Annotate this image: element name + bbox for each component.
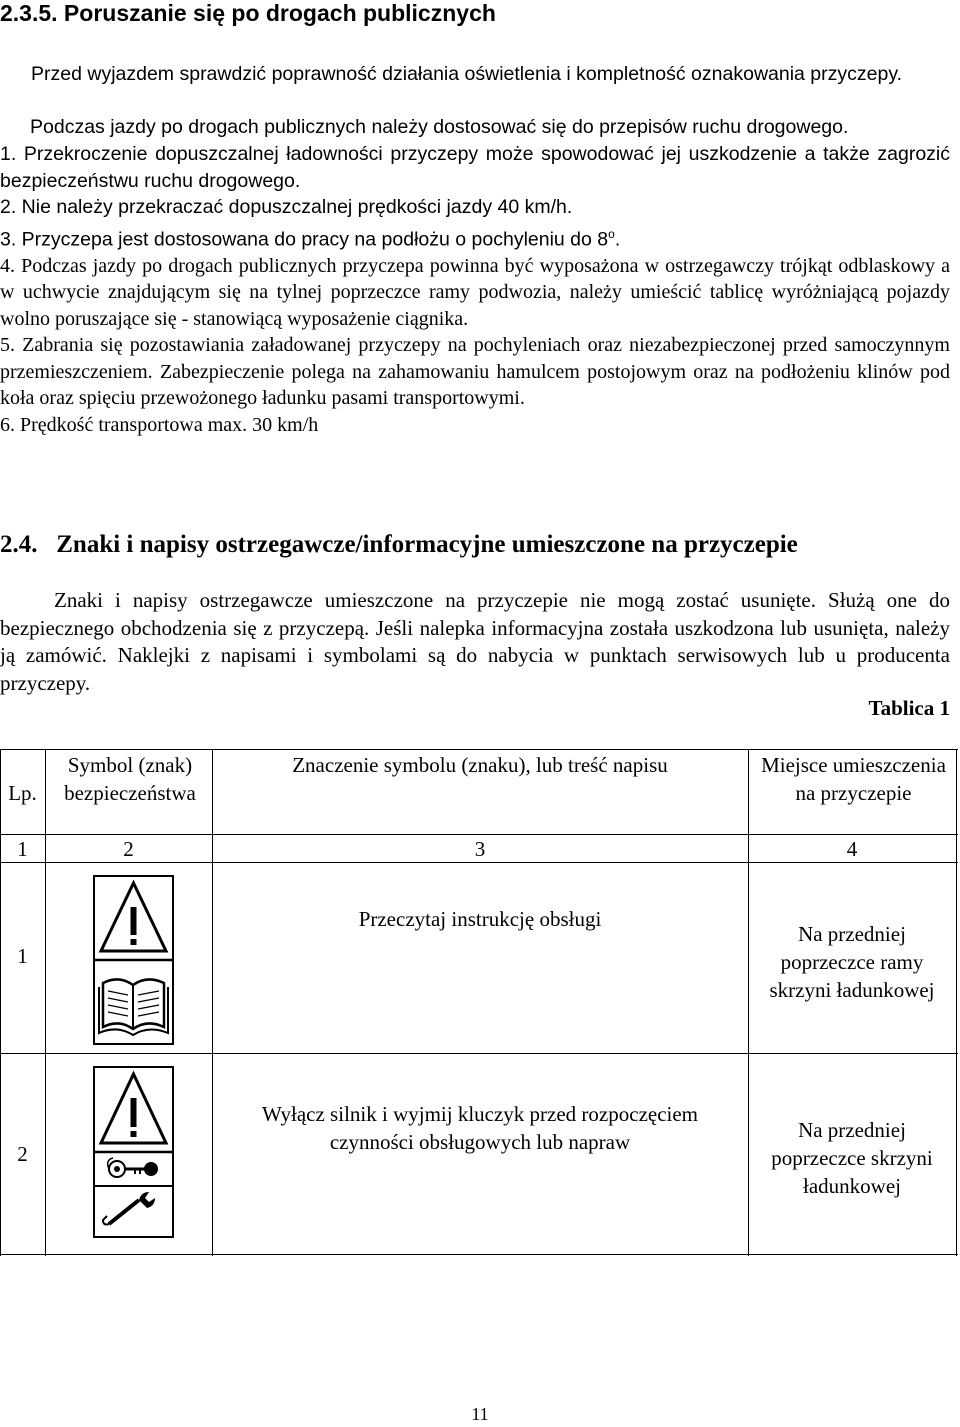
row-place: Na przedniej poprzeczce skrzyni ładunkowej: [771, 1118, 933, 1198]
list-item: 4. Podczas jazdy po drogach publicznych przyczepa powinna być wyposażona w ostrzegawczy trójkąt odblaskowy a w uchwycie znajdującym się na tylnej poprzeczce ramy podwozia, należy umieścić tablicę wyróżniającą pojazdy wolno poruszające się - stanowiącą wyposażenie ciągnika.: [0, 254, 950, 330]
column-number: 1: [17, 837, 28, 861]
page-number: 11: [471, 1404, 489, 1424]
section-heading-2: 2.4. Znaki i napisy ostrzegawcze/informacyjne umieszczone na przyczepie: [0, 531, 798, 558]
list-item: 1. Przekroczenie dopuszczalnej ładowności przyczepy może spowodować jej uszkodzenie a także zagrozić bezpieczeństwu ruchu drogowego.: [0, 143, 950, 192]
column-number: 4: [846, 837, 858, 861]
list-item-end: .: [614, 228, 621, 250]
open-book-icon: [99, 979, 168, 1035]
row-place: Na przedniej poprzeczce ramy skrzyni ładunkowej: [769, 922, 935, 1002]
list-item-text: 3. Przyczepa jest dostosowana do pracy na podłożu o pochyleniu do 8: [0, 228, 609, 250]
warning-paragraph: Znaki i napisy ostrzegawcze umieszczone na przyczepie nie mogą zostać usunięte. Służą one do bezpiecznego obchodzenia się z przyczepą. Jeśli nalepka informacyjna została uszkodzona lub usunięta, należy ją zamówić. Naklejki z napisami i symbolami są do nabycia w punktach serwisowych lub u producenta przyczepy.: [0, 588, 950, 695]
signs-table: [0, 749, 958, 1256]
column-number: 2: [123, 837, 134, 861]
header-lp: Lp.: [8, 781, 37, 805]
table-divider: [212, 749, 213, 1256]
header-place: Miejsce umieszczenia na przyczepie: [761, 753, 946, 805]
intro-paragraph: [0, 61, 950, 88]
table-border-left: [0, 749, 1, 1256]
row-meaning: Przeczytaj instrukcję obsługi: [358, 907, 602, 931]
safety-sign-read-manual: [93, 875, 174, 1045]
table-border-top: [0, 749, 958, 750]
wrench-icon: [103, 1192, 155, 1225]
list-item: [0, 221, 950, 253]
rules-list: [0, 141, 950, 438]
intro-line-2: Podczas jazdy po drogach publicznych należy dostosować się do przepisów ruchu drogowego.: [30, 116, 849, 138]
header-meaning: Znaczenie symbolu (znaku), lub treść napisu: [292, 753, 668, 777]
list-item: 2. Nie należy przekraczać dopuszczalnej prędkości jazdy 40 km/h.: [0, 196, 573, 218]
header-symbol: Symbol (znak) bezpieczeństwa: [64, 753, 196, 805]
table-border-right: [956, 749, 957, 1256]
table-divider: [0, 1053, 958, 1054]
row-number: 2: [17, 1142, 28, 1166]
intro-line-1: Przed wyjazdem sprawdzić poprawność działania oświetlenia i kompletność oznakowania przyczepy.: [31, 63, 903, 85]
ignition-key-icon: [108, 1158, 158, 1177]
warning-triangle-icon: [95, 877, 172, 1043]
degree-sign: o: [608, 226, 615, 241]
table-label: Tablica 1: [868, 696, 950, 720]
table-divider: [45, 749, 46, 1256]
row-number: 1: [17, 944, 28, 968]
section-heading: 2.3.5. Poruszanie się po drogach publicznych: [0, 0, 496, 26]
list-item: 5. Zabrania się pozostawiania załadowanej przyczepy na pochyleniach oraz niezabezpieczonej przed samoczynnym przemieszczeniem. Zabezpieczenie polega na zahamowaniu hamulcem postojowym oraz na podłożeniu klinów pod koła oraz spięciu przewożonego ładunku pasami transportowymi.: [0, 334, 950, 409]
table-border-bottom: [0, 1254, 958, 1255]
column-number: 3: [474, 837, 486, 861]
warning-triangle-icon: [95, 1068, 172, 1236]
row-meaning: Wyłącz silnik i wyjmij kluczyk przed rozpoczęciem czynności obsługowych lub napraw: [261, 1102, 699, 1154]
list-item: 6. Prędkość transportowa max. 30 km/h: [0, 413, 319, 436]
safety-sign-turn-off-engine: [93, 1066, 174, 1238]
table-divider: [748, 749, 749, 1256]
